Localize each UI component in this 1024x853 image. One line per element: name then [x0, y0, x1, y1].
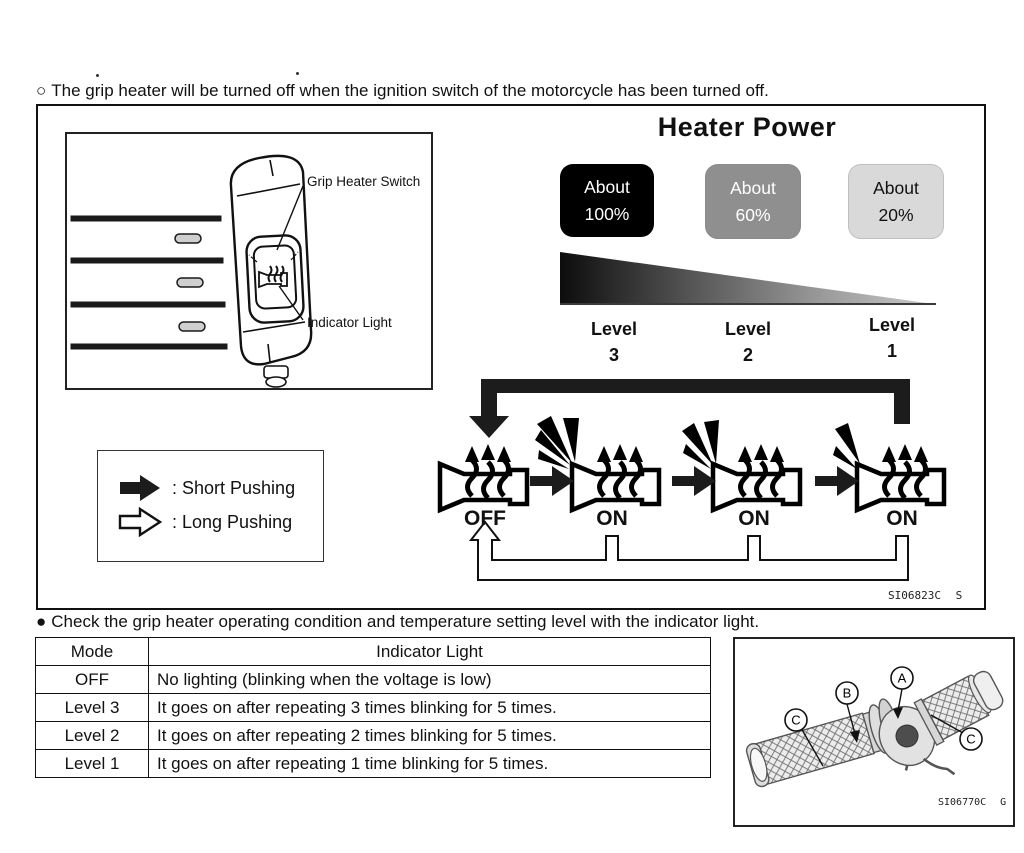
heater-diagram-panel	[36, 104, 986, 610]
grip-heater-state-icon-on2	[713, 444, 800, 510]
push-legend-box	[97, 450, 324, 562]
short-push-arrow-icon	[530, 466, 574, 496]
intro-line	[36, 81, 769, 101]
long-push-return-path	[471, 522, 908, 580]
power-wedge-baseline	[560, 303, 936, 305]
table-row	[36, 750, 711, 778]
mode-cell: Level 2	[36, 722, 149, 750]
power-box-100	[560, 164, 654, 237]
long-push-arrow-icon	[118, 507, 164, 537]
state-label-off: OFF	[464, 507, 506, 530]
power-box-60	[705, 164, 801, 239]
short-push-arrow-icon	[118, 473, 164, 503]
check-line	[36, 612, 759, 632]
open-circle-bullet-icon: ○	[36, 81, 47, 100]
blink-rays-3-icon	[535, 416, 579, 469]
grips-figure-box	[733, 637, 1015, 827]
level-3-label: Level 3	[590, 319, 638, 366]
filled-circle-bullet-icon: ●	[36, 612, 47, 631]
grip-heater-switch-label: Grip Heater Switch	[307, 174, 421, 189]
grip-heater-state-icon-off	[440, 444, 527, 510]
indicator-cell: It goes on after repeating 3 times blinking for 5 times.	[149, 694, 711, 722]
power-box-20-line1: About	[873, 178, 919, 199]
grip-heater-state-icon-on3	[572, 444, 659, 510]
grip-ridges	[71, 216, 227, 349]
figure-code: SI06823C S	[888, 589, 963, 602]
power-box-100-line1: About	[584, 177, 630, 198]
figure-code: SI06770C G	[938, 797, 1007, 808]
short-push-arrow-icon	[672, 466, 716, 496]
heater-power-title: Heater Power	[657, 112, 837, 142]
switch-figure-box	[65, 132, 433, 390]
mode-header: Mode	[36, 638, 149, 666]
power-box-60-line2: 60%	[735, 204, 771, 225]
table-header-row	[36, 638, 711, 666]
switch-illustration	[67, 134, 431, 388]
blink-rays-2-icon	[682, 420, 719, 469]
mode-cell: Level 3	[36, 694, 149, 722]
power-box-100-line2: 100%	[584, 203, 630, 224]
scan-artifact-dot	[296, 72, 299, 75]
legend-long-push-label: : Long Pushing	[172, 511, 293, 532]
legend-short-push-label: : Short Pushing	[172, 477, 296, 498]
left-grip-drawing	[743, 697, 911, 811]
legend-short-push-row	[118, 471, 323, 505]
table-row	[36, 666, 711, 694]
indicator-light-header: Indicator Light	[149, 638, 711, 666]
part-label-c-left: C	[791, 712, 801, 728]
mode-cell: Level 1	[36, 750, 149, 778]
indicator-cell: No lighting (blinking when the voltage is low)	[149, 666, 711, 694]
power-box-60-line1: About	[730, 178, 776, 199]
power-gradient-wedge	[560, 252, 934, 304]
table-row	[36, 722, 711, 750]
level-1-label: Level 1	[868, 315, 916, 362]
indicator-light-label: Indicator Light	[307, 315, 392, 330]
indicator-cell: It goes on after repeating 1 time blinking for 5 times.	[149, 750, 711, 778]
check-text: Check the grip heater operating condition and temperature setting level with the indicator light.	[51, 612, 760, 631]
state-label-on-2: ON	[738, 507, 770, 530]
part-label-a: A	[897, 670, 907, 686]
indicator-mode-table	[35, 637, 711, 778]
part-label-b: B	[842, 685, 852, 701]
indicator-cell: It goes on after repeating 2 times blinking for 5 times.	[149, 722, 711, 750]
short-push-arrow-icon	[815, 466, 859, 496]
mode-cell: OFF	[36, 666, 149, 694]
right-grip-drawing	[869, 662, 1013, 798]
power-box-20-line2: 20%	[878, 204, 914, 225]
state-label-on-1: ON	[886, 507, 918, 530]
state-label-on-3: ON	[596, 507, 628, 530]
intro-text: The grip heater will be turned off when the ignition switch of the motorcycle has been turned off.	[51, 81, 769, 100]
table-row	[36, 694, 711, 722]
level-2-label: Level 2	[724, 319, 772, 366]
legend-long-push-row	[118, 505, 323, 539]
grip-heater-state-icon-on1	[857, 444, 944, 510]
push-cycle-flow-diagram	[432, 374, 977, 590]
scan-artifact-dot	[96, 74, 99, 77]
power-box-20	[848, 164, 944, 239]
part-label-c-right: C	[966, 731, 976, 747]
